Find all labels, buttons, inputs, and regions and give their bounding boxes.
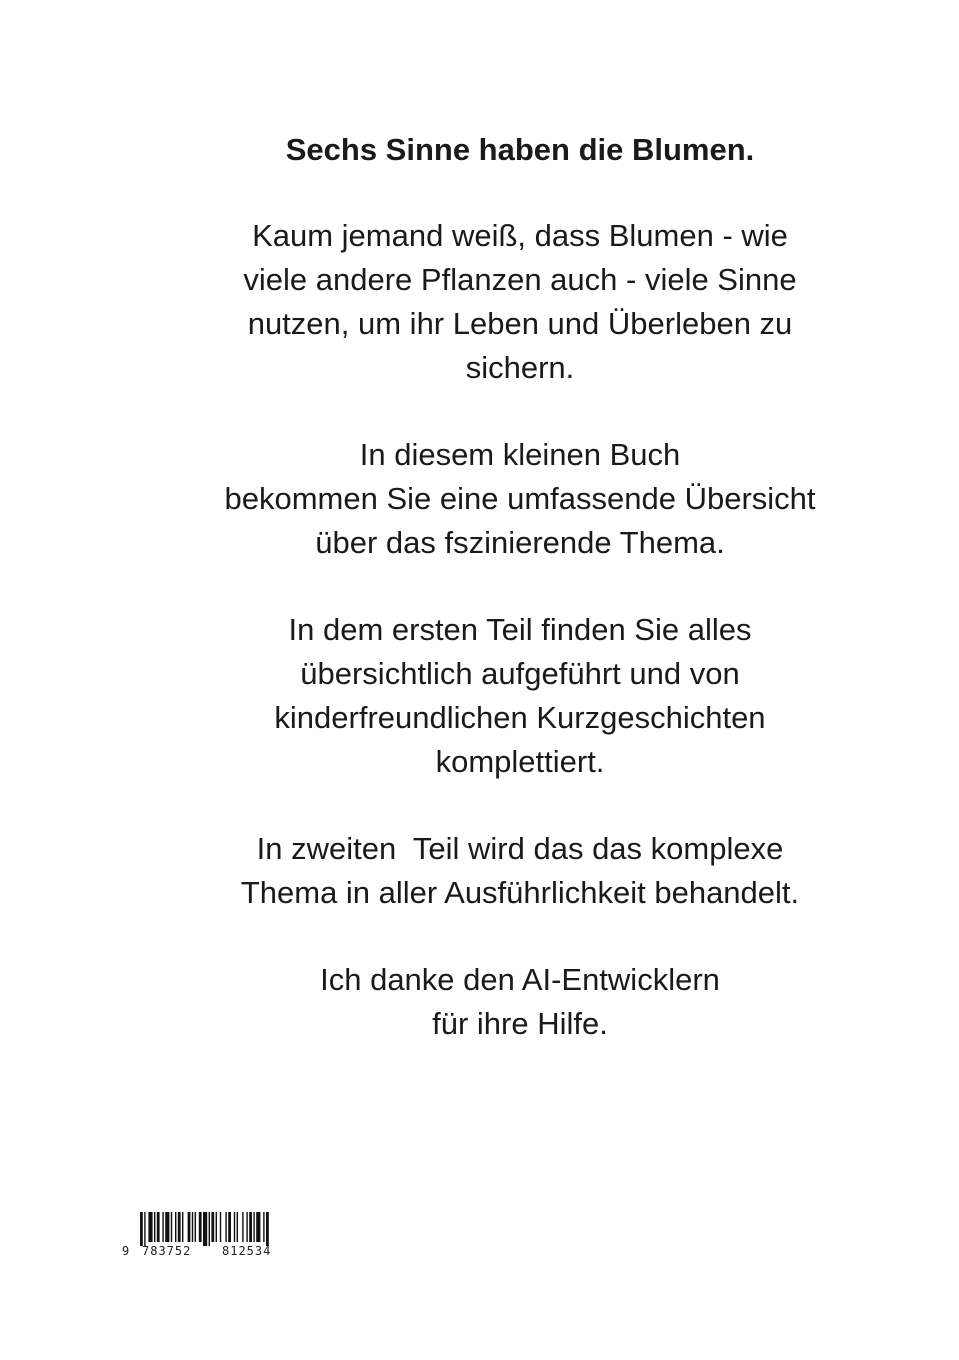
barcode-bar: [228, 1212, 231, 1242]
barcode-bar: [246, 1212, 247, 1242]
paragraph-intro: [160, 214, 880, 390]
barcode-bar: [165, 1212, 169, 1242]
barcode-bar: [140, 1212, 143, 1246]
paragraph-overview: [160, 433, 880, 565]
barcode-icon: [118, 1212, 308, 1246]
barcode-bar: [209, 1212, 210, 1246]
text-line: bekommen Sie eine umfassende Übersicht: [224, 481, 816, 516]
barcode-bar: [192, 1212, 193, 1242]
page-title: Sechs Sinne haben die Blumen.: [285, 132, 755, 167]
paragraph-part-two: [160, 827, 880, 915]
text-line: komplettiert.: [435, 744, 605, 779]
text-line: über das fszinierende Thema.: [315, 525, 725, 560]
barcode-bar: [178, 1212, 181, 1242]
barcode-bar: [249, 1212, 252, 1242]
isbn-barcode: [118, 1212, 308, 1262]
text-line: Thema in aller Ausführlichkeit behandelt.: [240, 875, 800, 910]
barcode-first-digit: 9: [122, 1244, 131, 1258]
barcode-bar: [154, 1212, 155, 1242]
barcode-right-group: 812534: [222, 1244, 272, 1258]
barcode-bar: [211, 1212, 214, 1242]
barcode-bar: [144, 1212, 145, 1246]
text-line: kinderfreundlichen Kurzgeschichten: [274, 700, 766, 735]
text-line: nutzen, um ihr Leben und Überleben zu: [247, 306, 793, 341]
barcode-bar: [175, 1212, 176, 1242]
text-line: sichern.: [465, 350, 575, 385]
barcode-bar: [182, 1212, 183, 1242]
barcode-bar: [203, 1212, 207, 1246]
barcode-bar: [171, 1212, 172, 1242]
barcode-bar: [157, 1212, 160, 1242]
text-line: Ich danke den AI-Entwicklern: [320, 962, 720, 997]
text-line: für ihre Hilfe.: [432, 1006, 608, 1041]
barcode-digits: [118, 1244, 308, 1258]
barcode-bar: [216, 1212, 217, 1242]
text-line: In zweiten Teil wird das das komplexe: [256, 831, 784, 866]
barcode-left-group: 783752: [142, 1244, 192, 1258]
barcode-bar: [256, 1212, 260, 1242]
barcode-bar: [237, 1212, 238, 1242]
barcode-bar: [253, 1212, 254, 1242]
barcode-bar: [162, 1212, 163, 1242]
barcode-bar: [242, 1212, 243, 1242]
barcode-bar: [266, 1212, 269, 1246]
text-line: Kaum jemand weiß, dass Blumen - wie: [252, 218, 788, 253]
text-line: übersichtlich aufgeführt und von: [300, 656, 740, 691]
paragraph-part-one: [160, 608, 880, 784]
paragraph-thanks: [160, 958, 880, 1046]
back-cover-text: [160, 128, 880, 1089]
text-line: In diesem kleinen Buch: [359, 437, 681, 472]
barcode-bar: [199, 1212, 202, 1242]
text-line: In dem ersten Teil finden Sie alles: [288, 612, 752, 647]
barcode-bar: [195, 1212, 196, 1242]
barcode-bar: [220, 1212, 221, 1242]
text-line: viele andere Pflanzen auch - viele Sinne: [243, 262, 797, 297]
barcode-bar: [225, 1212, 226, 1242]
barcode-bar: [234, 1212, 235, 1242]
barcode-bar: [188, 1212, 191, 1242]
barcode-bar: [148, 1212, 152, 1242]
barcode-bar: [263, 1212, 264, 1242]
